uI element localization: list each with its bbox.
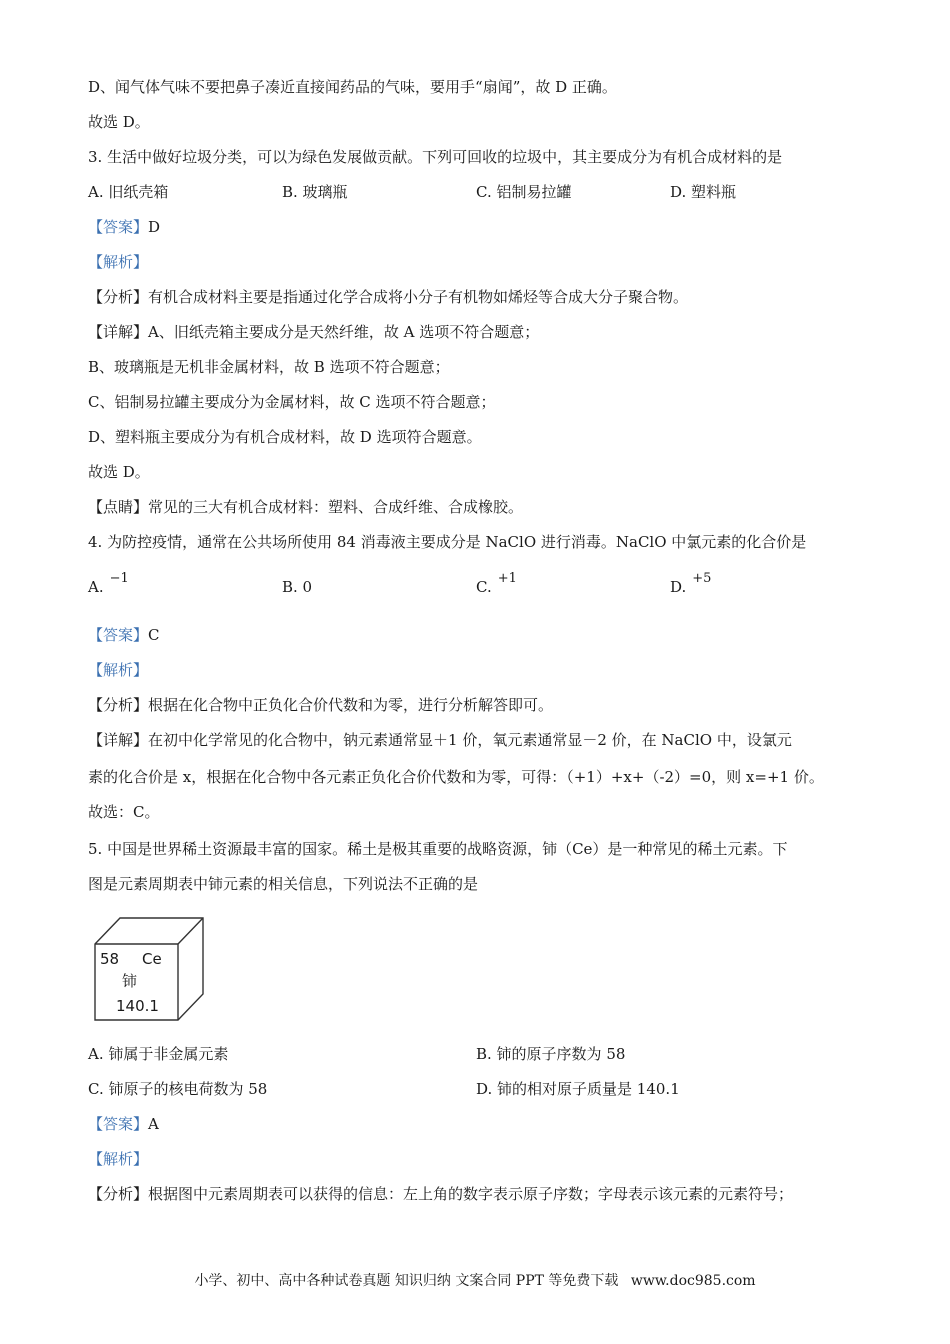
answer-value: C bbox=[148, 626, 160, 644]
analysis-tag: 【解析】 bbox=[88, 253, 149, 271]
q4-option-c bbox=[476, 571, 517, 600]
q3-option-d: D. 塑料瓶 bbox=[670, 183, 737, 201]
q5-option-d: D. 铈的相对原子质量是 140.1 bbox=[476, 1080, 680, 1098]
q3-dianjing bbox=[88, 496, 523, 518]
text-line: 故选：C。 bbox=[88, 803, 160, 821]
text-line: D、塑料瓶主要成分为有机合成材料，故 D 选项符合题意。 bbox=[88, 428, 482, 446]
answer-value: A bbox=[148, 1115, 159, 1133]
fenxi-text: 根据图中元素周期表可以获得的信息：左上角的数字表示原子序数；字母表示该元素的元素符号； bbox=[148, 1185, 794, 1203]
q5-fenxi bbox=[88, 1183, 793, 1205]
q4-fenxi bbox=[88, 694, 553, 716]
q4-option-a bbox=[88, 571, 129, 600]
analysis-tag: 【解析】 bbox=[88, 1150, 149, 1168]
answer-tag: 【答案】 bbox=[88, 626, 149, 644]
element-name: 铈 bbox=[122, 972, 138, 990]
analysis-tag: 【解析】 bbox=[88, 661, 149, 679]
answer-tag: 【答案】 bbox=[88, 218, 149, 236]
question-5: 5. 中国是世界稀土资源最丰富的国家。稀土是极其重要的战略资源，铈（Ce）是一种常见的稀土元素。下 bbox=[88, 840, 788, 858]
text-line: 故选 D。 bbox=[88, 463, 150, 481]
q5-option-b: B. 铈的原子序数为 58 bbox=[476, 1045, 626, 1063]
xiangjie-text: A、旧纸壳箱主要成分是天然纤维，故 A 选项不符合题意； bbox=[148, 323, 540, 341]
element-cell-figure bbox=[90, 914, 208, 1024]
element-symbol: Ce bbox=[142, 950, 162, 968]
q5-answer bbox=[88, 1113, 159, 1135]
text-line: C、铝制易拉罐主要成分为金属材料，故 C 选项不符合题意； bbox=[88, 393, 496, 411]
q3-fenxi bbox=[88, 286, 688, 308]
xiangjie-tag: 【详解】 bbox=[88, 731, 149, 749]
fenxi-text: 根据在化合物中正负化合价代数和为零，进行分析解答即可。 bbox=[148, 696, 554, 714]
q5-option-a: A. 铈属于非金属元素 bbox=[88, 1045, 229, 1063]
q4-option-b: B. 0 bbox=[282, 578, 313, 596]
element-mass: 140.1 bbox=[116, 997, 159, 1015]
q4-option-a-value: −1 bbox=[109, 571, 129, 586]
q4-option-d bbox=[670, 571, 712, 600]
xiangjie-text: 在初中化学常见的化合物中，钠元素通常显＋1 价，氧元素通常显－2 价，在 NaClO 中，设氯元 bbox=[148, 731, 792, 749]
q3-option-a: A. 旧纸壳箱 bbox=[88, 183, 169, 201]
q4-option-d-label: D. bbox=[670, 578, 687, 596]
fenxi-tag: 【分析】 bbox=[88, 696, 149, 714]
fenxi-tag: 【分析】 bbox=[88, 1185, 149, 1203]
question-5-continued: 图是元素周期表中铈元素的相关信息，下列说法不正确的是 bbox=[88, 875, 479, 893]
q4-xiangjie bbox=[88, 729, 792, 751]
question-4: 4. 为防控疫情，通常在公共场所使用 84 消毒液主要成分是 NaClO 进行消毒。NaClO 中氯元素的化合价是 bbox=[88, 533, 807, 551]
text-line: 故选 D。 bbox=[88, 113, 150, 131]
dianjing-text: 常见的三大有机合成材料：塑料、合成纤维、合成橡胶。 bbox=[148, 498, 524, 516]
element-atomic-number: 58 bbox=[100, 950, 120, 968]
fenxi-text: 有机合成材料主要是指通过化学合成将小分子有机物如烯烃等合成大分子聚合物。 bbox=[148, 288, 689, 306]
q3-answer bbox=[88, 216, 160, 238]
q5-option-c: C. 铈原子的核电荷数为 58 bbox=[88, 1080, 268, 1098]
answer-tag: 【答案】 bbox=[88, 1115, 149, 1133]
q4-option-c-value: +1 bbox=[497, 571, 517, 586]
q4-option-c-label: C. bbox=[476, 578, 492, 596]
footer-text: 小学、初中、高中各种试卷真题 知识归纳 文案合同 PPT 等免费下载 bbox=[194, 1273, 619, 1289]
q4-option-a-label: A. bbox=[88, 578, 104, 596]
q4-answer bbox=[88, 624, 160, 646]
q4-option-d-value: +5 bbox=[692, 571, 712, 586]
q3-option-b: B. 玻璃瓶 bbox=[282, 183, 348, 201]
answer-value: D bbox=[148, 218, 161, 236]
q3-xiangjie bbox=[88, 321, 539, 343]
question-3: 3. 生活中做好垃圾分类，可以为绿色发展做贡献。下列可回收的垃圾中，其主要成分为有机合成材料的是 bbox=[88, 148, 783, 166]
text-line: D、闻气体气味不要把鼻子凑近直接闻药品的气味，要用手“扇闻”，故 D 正确。 bbox=[88, 78, 617, 96]
page-footer bbox=[0, 1270, 950, 1290]
dianjing-tag: 【点睛】 bbox=[88, 498, 149, 516]
footer-url[interactable]: www.doc985.com bbox=[630, 1273, 756, 1289]
text-line: 素的化合价是 x，根据在化合物中各元素正负化合价代数和为零，可得：（+1）+x+（-2）=0，则 x=+1 价。 bbox=[88, 768, 824, 786]
q3-option-c: C. 铝制易拉罐 bbox=[476, 183, 572, 201]
text-line: B、玻璃瓶是无机非金属材料，故 B 选项不符合题意； bbox=[88, 358, 450, 376]
xiangjie-tag: 【详解】 bbox=[88, 323, 149, 341]
fenxi-tag: 【分析】 bbox=[88, 288, 149, 306]
